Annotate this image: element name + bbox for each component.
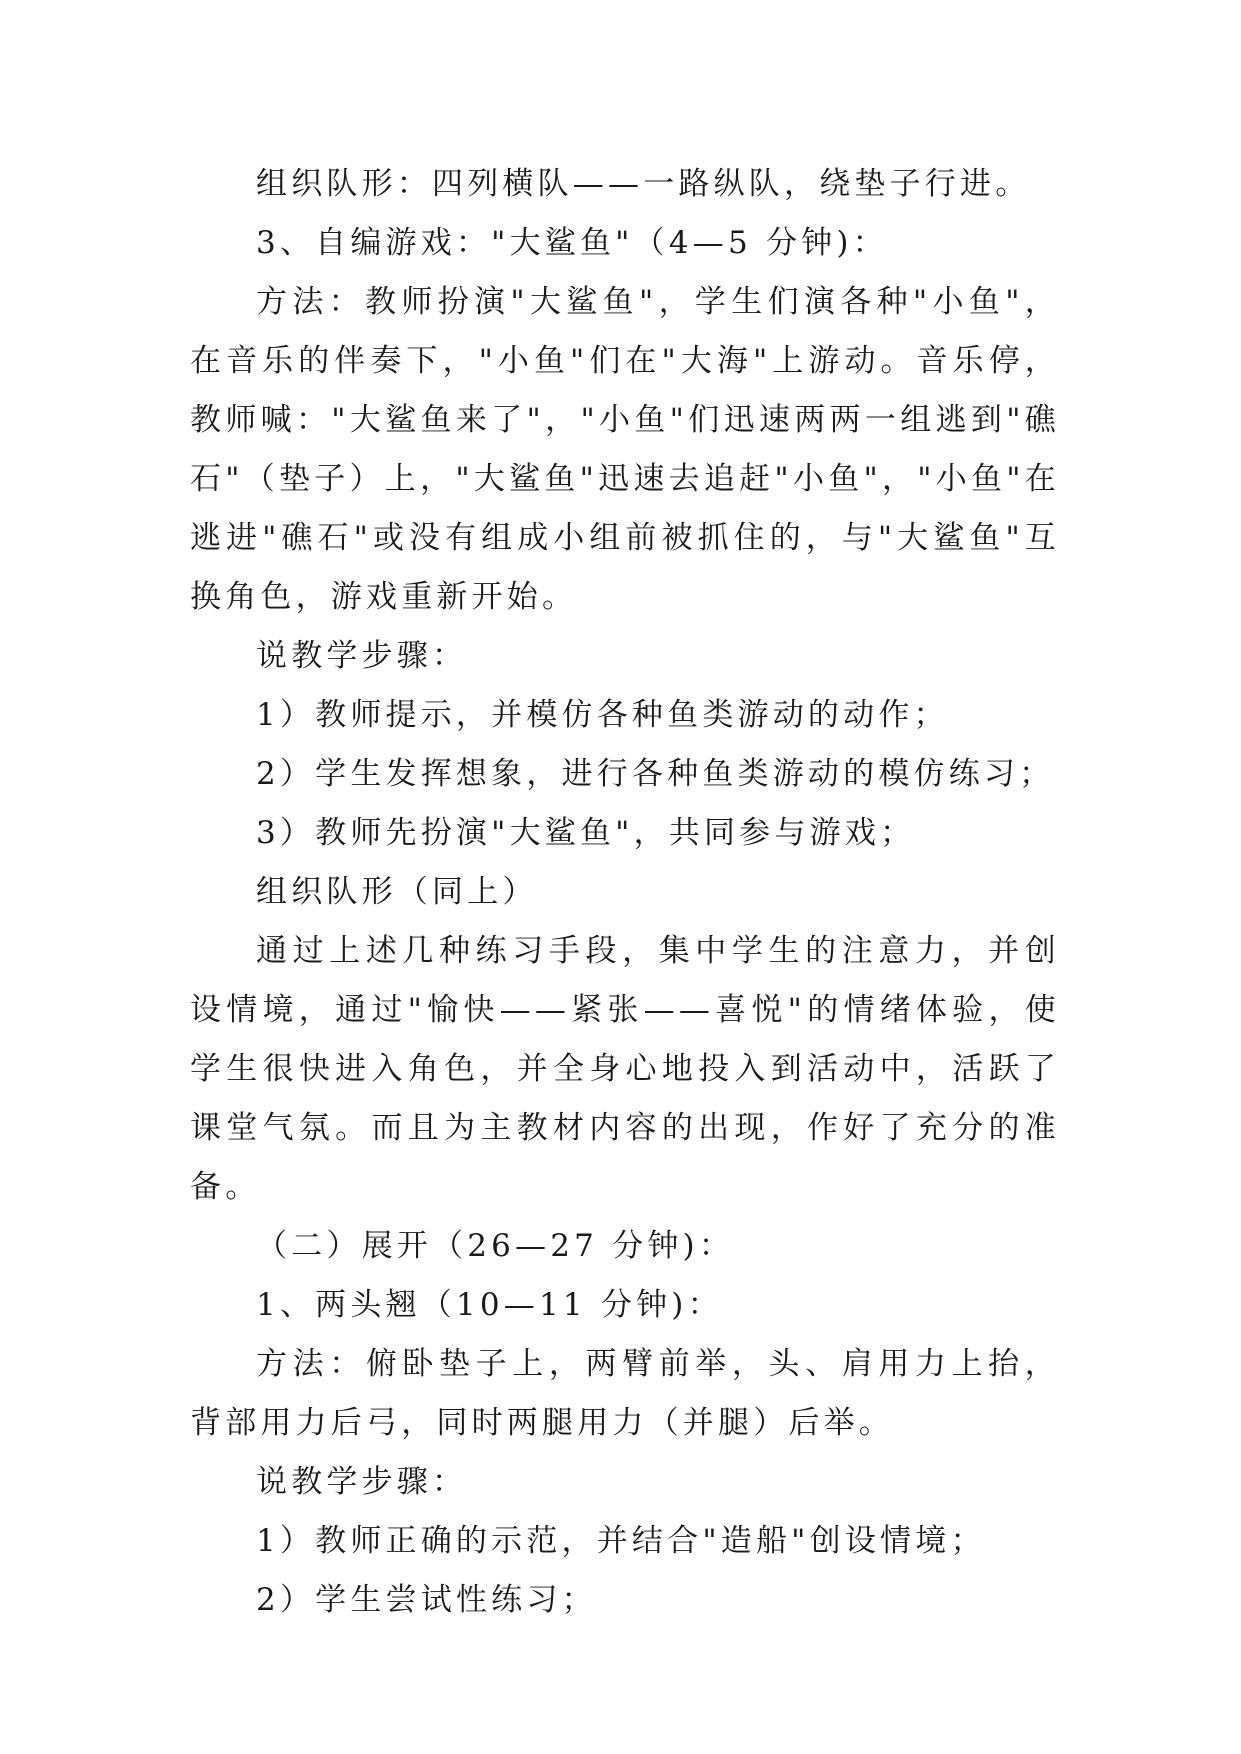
paragraph-section-heading: （二）展开（26—27 分钟)：: [256, 1228, 735, 1264]
paragraph-step-1b: 1）教师正确的示范，并结合"造船"创设情境；: [256, 1523, 986, 1559]
paragraph-game-title: 3、自编游戏："大鲨鱼"（4—5 分钟)：: [256, 225, 888, 261]
paragraph-exercise-title: 1、两头翘（10—11 分钟)：: [256, 1287, 723, 1323]
paragraph-exercise-method: 方法：俯卧垫子上，两臂前举，头、肩用力上抬，背部用力后弓，同时两腿用力（并腿）后举。: [190, 1346, 1060, 1441]
paragraph-step-3: 3）教师先扮演"大鲨鱼"，共同参与游戏；: [256, 815, 916, 851]
paragraph-formation-same: 组织队形（同上）: [256, 874, 538, 910]
paragraph-summary: 通过上述几种练习手段，集中学生的注意力，并创设情境，通过"愉快——紧张——喜悦"的情绪体验，使学生很快进入角色，并全身心地投入到活动中，活跃了课堂气氛。而且为主教材内容的出现，作好了充分的准备。: [190, 933, 1060, 1205]
paragraph-step-1: 1）教师提示，并模仿各种鱼类游动的动作；: [256, 697, 949, 733]
document-page: [190, 155, 1060, 1630]
paragraph-game-method: 方法：教师扮演"大鲨鱼"，学生们演各种"小鱼"，在音乐的伴奏下，"小鱼"们在"大海"上游动。音乐停，教师喊："大鲨鱼来了"，"小鱼"们迅速两两一组逃到"礁石"（垫子）上，"大鲨鱼"迅速去追赶"小鱼"，"小鱼"在逃进"礁石"或没有组成小组前被抓住的，与"大鲨鱼"互换角色，游戏重新开始。: [190, 284, 1060, 615]
paragraph-formation: 组织队形：四列横队——一路纵队，绕垫子行进。: [256, 166, 1031, 202]
paragraph-steps-heading-2: 说教学步骤：: [256, 1464, 468, 1500]
paragraph-step-2b: 2）学生尝试性练习；: [256, 1582, 597, 1618]
paragraph-steps-heading: 说教学步骤：: [256, 638, 468, 674]
paragraph-step-2: 2）学生发挥想象，进行各种鱼类游动的模仿练习；: [256, 756, 1055, 792]
